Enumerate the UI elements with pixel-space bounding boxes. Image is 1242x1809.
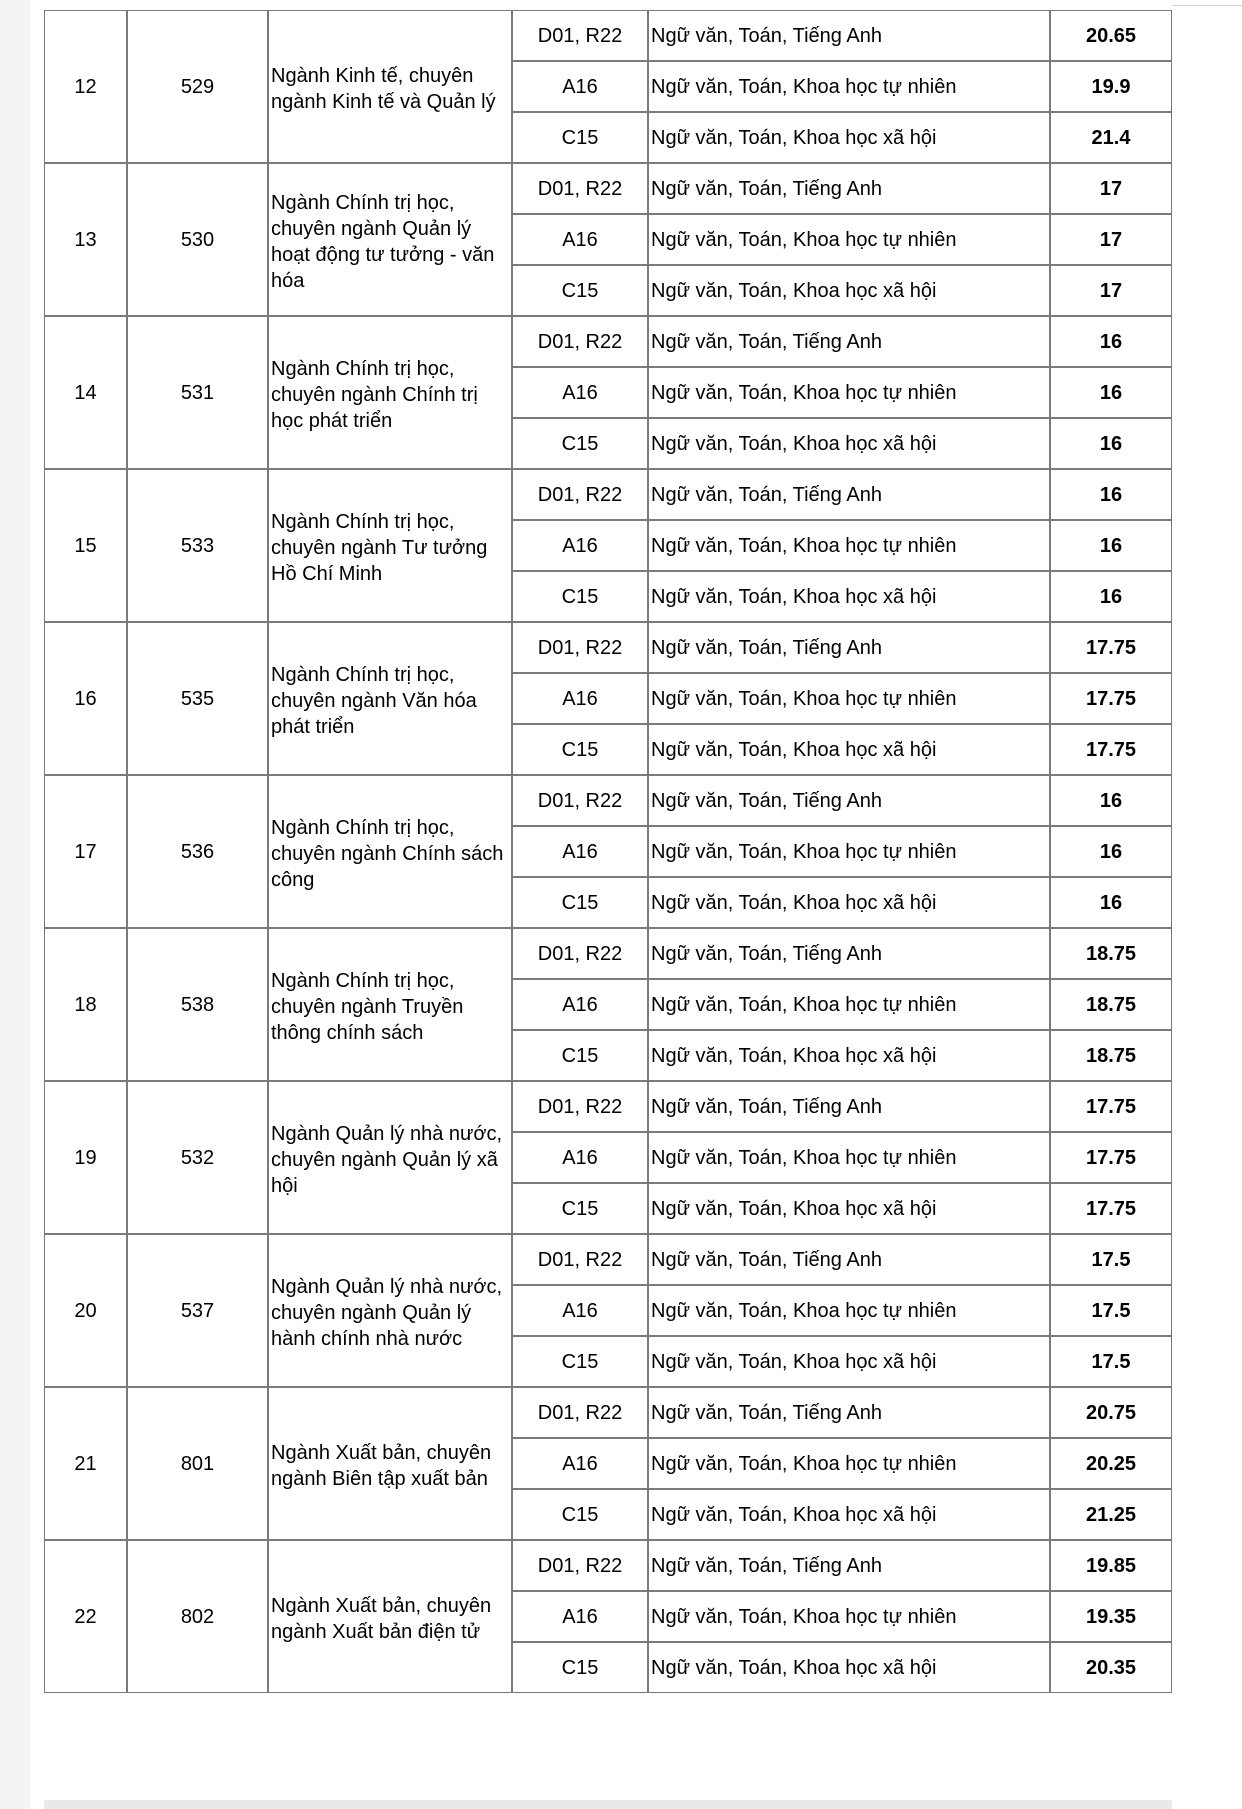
benchmark-score: 20.35	[1050, 1642, 1172, 1693]
subject-list: Ngữ văn, Toán, Tiếng Anh	[648, 469, 1050, 520]
subject-list: Ngữ văn, Toán, Khoa học tự nhiên	[648, 520, 1050, 571]
row-number: 18	[44, 928, 127, 1081]
benchmark-score: 16	[1050, 367, 1172, 418]
subject-list: Ngữ văn, Toán, Khoa học tự nhiên	[648, 1132, 1050, 1183]
subject-list: Ngữ văn, Toán, Khoa học xã hội	[648, 112, 1050, 163]
major-name: Ngành Chính trị học, chuyên ngành Chính trị học phát triển	[271, 357, 478, 432]
row-number: 19	[44, 1081, 127, 1234]
subject-combo-code: A16	[512, 1132, 648, 1183]
subject-list: Ngữ văn, Toán, Tiếng Anh	[648, 1234, 1050, 1285]
subject-combo-code: C15	[512, 1183, 648, 1234]
major-name: Ngành Quản lý nhà nước, chuyên ngành Quản lý hành chính nhà nước	[271, 1275, 503, 1350]
table-row	[44, 10, 1172, 61]
row-number: 16	[44, 622, 127, 775]
major-name-cell	[268, 316, 512, 469]
major-code: 538	[127, 928, 268, 1081]
row-number: 13	[44, 163, 127, 316]
major-name: Ngành Kinh tế, chuyên ngành Kinh tế và Quản lý	[271, 64, 496, 113]
benchmark-score: 17	[1050, 265, 1172, 316]
subject-list: Ngữ văn, Toán, Khoa học tự nhiên	[648, 1438, 1050, 1489]
major-name: Ngành Chính trị học, chuyên ngành Truyền thông chính sách	[271, 969, 464, 1044]
benchmark-score: 16	[1050, 775, 1172, 826]
subject-list: Ngữ văn, Toán, Khoa học tự nhiên	[648, 673, 1050, 724]
subject-list: Ngữ văn, Toán, Khoa học xã hội	[648, 1642, 1050, 1693]
subject-combo-code: A16	[512, 1438, 648, 1489]
subject-combo-code: D01, R22	[512, 1540, 648, 1591]
benchmark-score: 18.75	[1050, 1030, 1172, 1081]
subject-combo-code: D01, R22	[512, 1081, 648, 1132]
subject-list: Ngữ văn, Toán, Tiếng Anh	[648, 928, 1050, 979]
subject-combo-code: D01, R22	[512, 316, 648, 367]
subject-combo-code: C15	[512, 1030, 648, 1081]
subject-combo-code: C15	[512, 877, 648, 928]
benchmark-score: 21.4	[1050, 112, 1172, 163]
major-name-cell	[268, 1540, 512, 1693]
major-name-cell	[268, 622, 512, 775]
subject-list: Ngữ văn, Toán, Khoa học tự nhiên	[648, 367, 1050, 418]
subject-combo-code: A16	[512, 673, 648, 724]
subject-list: Ngữ văn, Toán, Tiếng Anh	[648, 1540, 1050, 1591]
major-code: 801	[127, 1387, 268, 1540]
major-name: Ngành Chính trị học, chuyên ngành Quản lý hoạt động tư tưởng - văn hóa	[271, 191, 495, 292]
subject-list: Ngữ văn, Toán, Khoa học xã hội	[648, 1489, 1050, 1540]
benchmark-score: 17.75	[1050, 622, 1172, 673]
subject-combo-code: D01, R22	[512, 10, 648, 61]
subject-combo-code: D01, R22	[512, 469, 648, 520]
row-number: 15	[44, 469, 127, 622]
major-name: Ngành Xuất bản, chuyên ngành Biên tập xuất bản	[271, 1441, 492, 1490]
subject-combo-code: D01, R22	[512, 163, 648, 214]
major-code: 536	[127, 775, 268, 928]
benchmark-score: 19.85	[1050, 1540, 1172, 1591]
table-row	[44, 622, 1172, 673]
left-gutter	[0, 0, 30, 1809]
subject-combo-code: D01, R22	[512, 928, 648, 979]
major-name-cell	[268, 469, 512, 622]
subject-combo-code: A16	[512, 520, 648, 571]
table-row	[44, 1234, 1172, 1285]
major-name-cell	[268, 928, 512, 1081]
major-name-cell	[268, 1234, 512, 1387]
table-body	[44, 10, 1172, 1693]
subject-combo-code: A16	[512, 367, 648, 418]
row-number: 22	[44, 1540, 127, 1693]
major-code: 533	[127, 469, 268, 622]
subject-combo-code: C15	[512, 724, 648, 775]
subject-combo-code: A16	[512, 979, 648, 1030]
benchmark-score: 16	[1050, 520, 1172, 571]
table-row	[44, 1081, 1172, 1132]
subject-combo-code: D01, R22	[512, 1234, 648, 1285]
benchmark-score: 20.25	[1050, 1438, 1172, 1489]
table-row	[44, 316, 1172, 367]
next-row-edge	[44, 1800, 1172, 1809]
major-code: 537	[127, 1234, 268, 1387]
subject-list: Ngữ văn, Toán, Khoa học xã hội	[648, 724, 1050, 775]
subject-list: Ngữ văn, Toán, Khoa học tự nhiên	[648, 61, 1050, 112]
subject-list: Ngữ văn, Toán, Tiếng Anh	[648, 163, 1050, 214]
benchmark-score: 16	[1050, 571, 1172, 622]
table-row	[44, 469, 1172, 520]
subject-combo-code: C15	[512, 1642, 648, 1693]
subject-list: Ngữ văn, Toán, Tiếng Anh	[648, 316, 1050, 367]
table-row	[44, 1387, 1172, 1438]
subject-list: Ngữ văn, Toán, Khoa học tự nhiên	[648, 1591, 1050, 1642]
subject-combo-code: D01, R22	[512, 775, 648, 826]
major-code: 530	[127, 163, 268, 316]
benchmark-score: 16	[1050, 418, 1172, 469]
benchmark-score: 18.75	[1050, 928, 1172, 979]
subject-combo-code: C15	[512, 571, 648, 622]
major-name: Ngành Chính trị học, chuyên ngành Văn hóa phát triển	[271, 663, 477, 738]
subject-combo-code: D01, R22	[512, 1387, 648, 1438]
row-number: 17	[44, 775, 127, 928]
major-code: 535	[127, 622, 268, 775]
benchmark-score: 17	[1050, 214, 1172, 265]
subject-combo-code: C15	[512, 112, 648, 163]
major-name: Ngành Quản lý nhà nước, chuyên ngành Quản lý xã hội	[271, 1122, 503, 1197]
benchmark-score: 20.75	[1050, 1387, 1172, 1438]
subject-list: Ngữ văn, Toán, Khoa học xã hội	[648, 1030, 1050, 1081]
subject-combo-code: A16	[512, 61, 648, 112]
subject-list: Ngữ văn, Toán, Khoa học xã hội	[648, 877, 1050, 928]
benchmark-score: 17.75	[1050, 1183, 1172, 1234]
admission-score-table	[44, 10, 1172, 1693]
benchmark-score: 17.5	[1050, 1234, 1172, 1285]
subject-list: Ngữ văn, Toán, Khoa học tự nhiên	[648, 1285, 1050, 1336]
subject-combo-code: C15	[512, 1336, 648, 1387]
subject-combo-code: A16	[512, 1285, 648, 1336]
subject-combo-code: C15	[512, 1489, 648, 1540]
subject-list: Ngữ văn, Toán, Tiếng Anh	[648, 10, 1050, 61]
major-name-cell	[268, 163, 512, 316]
major-name: Ngành Xuất bản, chuyên ngành Xuất bản điện tử	[271, 1594, 492, 1643]
subject-list: Ngữ văn, Toán, Khoa học tự nhiên	[648, 979, 1050, 1030]
major-name-cell	[268, 10, 512, 163]
subject-list: Ngữ văn, Toán, Khoa học xã hội	[648, 418, 1050, 469]
benchmark-score: 18.75	[1050, 979, 1172, 1030]
benchmark-score: 16	[1050, 826, 1172, 877]
top-rule	[1172, 5, 1242, 6]
benchmark-score: 20.65	[1050, 10, 1172, 61]
major-name: Ngành Chính trị học, chuyên ngành Chính sách công	[271, 816, 504, 891]
subject-combo-code: D01, R22	[512, 622, 648, 673]
table-row	[44, 928, 1172, 979]
benchmark-score: 16	[1050, 877, 1172, 928]
major-name: Ngành Chính trị học, chuyên ngành Tư tưởng Hồ Chí Minh	[271, 510, 488, 585]
subject-combo-code: C15	[512, 418, 648, 469]
benchmark-score: 17.75	[1050, 673, 1172, 724]
table-row	[44, 163, 1172, 214]
subject-list: Ngữ văn, Toán, Tiếng Anh	[648, 1387, 1050, 1438]
subject-list: Ngữ văn, Toán, Khoa học xã hội	[648, 1336, 1050, 1387]
subject-list: Ngữ văn, Toán, Khoa học tự nhiên	[648, 214, 1050, 265]
subject-combo-code: A16	[512, 214, 648, 265]
subject-list: Ngữ văn, Toán, Khoa học xã hội	[648, 571, 1050, 622]
major-name-cell	[268, 1081, 512, 1234]
major-code: 529	[127, 10, 268, 163]
benchmark-score: 17.75	[1050, 724, 1172, 775]
subject-list: Ngữ văn, Toán, Khoa học tự nhiên	[648, 826, 1050, 877]
subject-list: Ngữ văn, Toán, Tiếng Anh	[648, 1081, 1050, 1132]
benchmark-score: 17.5	[1050, 1336, 1172, 1387]
subject-list: Ngữ văn, Toán, Khoa học xã hội	[648, 1183, 1050, 1234]
row-number: 21	[44, 1387, 127, 1540]
benchmark-score: 17.5	[1050, 1285, 1172, 1336]
table-row	[44, 1540, 1172, 1591]
benchmark-score: 16	[1050, 469, 1172, 520]
benchmark-score: 17.75	[1050, 1081, 1172, 1132]
row-number: 12	[44, 10, 127, 163]
major-code: 532	[127, 1081, 268, 1234]
benchmark-score: 19.35	[1050, 1591, 1172, 1642]
benchmark-score: 17	[1050, 163, 1172, 214]
major-code: 802	[127, 1540, 268, 1693]
subject-combo-code: A16	[512, 1591, 648, 1642]
subject-list: Ngữ văn, Toán, Tiếng Anh	[648, 775, 1050, 826]
subject-list: Ngữ văn, Toán, Tiếng Anh	[648, 622, 1050, 673]
table-row	[44, 775, 1172, 826]
row-number: 14	[44, 316, 127, 469]
benchmark-score: 17.75	[1050, 1132, 1172, 1183]
major-name-cell	[268, 775, 512, 928]
subject-combo-code: A16	[512, 826, 648, 877]
benchmark-score: 21.25	[1050, 1489, 1172, 1540]
subject-list: Ngữ văn, Toán, Khoa học xã hội	[648, 265, 1050, 316]
major-code: 531	[127, 316, 268, 469]
benchmark-score: 16	[1050, 316, 1172, 367]
subject-combo-code: C15	[512, 265, 648, 316]
major-name-cell	[268, 1387, 512, 1540]
row-number: 20	[44, 1234, 127, 1387]
benchmark-score: 19.9	[1050, 61, 1172, 112]
